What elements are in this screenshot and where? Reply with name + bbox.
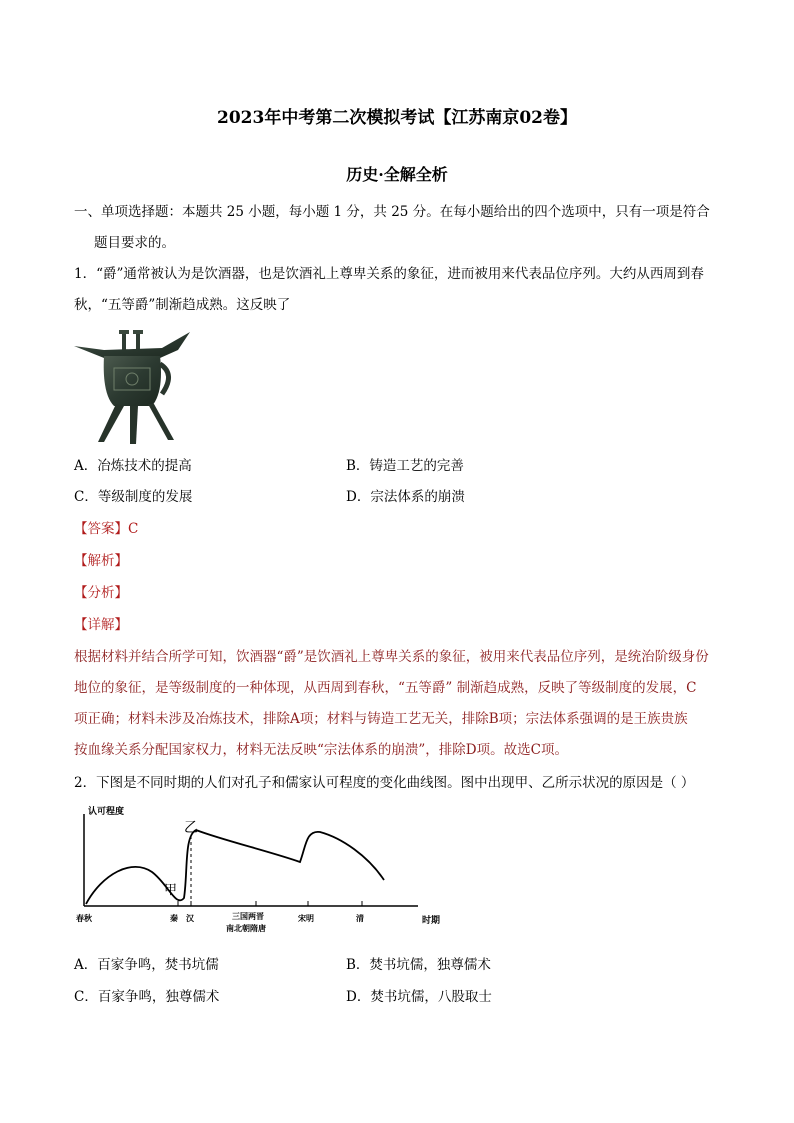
q1-option-d: D．宗法体系的崩溃: [346, 489, 465, 505]
q1-detail-line1: 根据材料并结合所学可知，饮酒器“爵”是饮酒礼上尊卑关系的象征，被用来代表品位序列，是统治阶级身份: [74, 649, 709, 665]
tick-sanguo: 三国两晋: [232, 912, 264, 921]
q1-stem-line1: 1．“爵”通常被认为是饮酒器，也是饮酒礼上尊卑关系的象征，进而被用来代表品位序列。大约从西周到春: [74, 266, 704, 282]
bronze-jue-image: [74, 328, 192, 450]
section-instruction: 一、单项选择题：本题共 25 小题，每小题 1 分，共 25 分。在每小题给出的四个选项中，只有一项是符合: [74, 204, 710, 220]
q2-option-b: B．焚书坑儒，独尊儒术: [346, 957, 491, 973]
tick-qing: 清: [356, 914, 364, 923]
section-instruction-cont: 题目要求的。: [94, 235, 175, 251]
q2-stem: 2．下图是不同时期的人们对孔子和儒家认可程度的变化曲线图。图中出现甲、乙所示状况的原因是（ ）: [74, 775, 695, 791]
q1-option-c: C．等级制度的发展: [74, 489, 193, 505]
q1-answer: 【答案】C: [74, 521, 139, 537]
tick-chunqiu: 春秋: [76, 914, 92, 923]
q1-stem-line2: 秋，“五等爵”制渐趋成熟。这反映了: [74, 297, 291, 313]
q1-option-b: B．铸造工艺的完善: [346, 458, 464, 474]
tick-songming: 宋明: [298, 914, 314, 923]
recognition-curve: [86, 830, 384, 904]
mark-yi: 乙: [184, 820, 198, 836]
q1-detail-line3: 项正确；材料未涉及冶炼技术，排除A项；材料与铸造工艺无关，排除B项；宗法体系强调的是王族贵族: [74, 711, 688, 727]
tick-nanbeichao: 南北朝隋唐: [226, 924, 266, 933]
page-subtitle: 历史·全解全析: [346, 165, 448, 184]
q1-jiexi-label: 【解析】: [74, 553, 128, 569]
page-title: 2023年中考第二次模拟考试【江苏南京02卷】: [217, 108, 577, 128]
q2-option-c: C．百家争鸣，独尊儒术: [74, 989, 220, 1005]
q2-option-d: D．焚书坑儒，八股取士: [346, 989, 492, 1005]
q1-option-a: A．冶炼技术的提高: [74, 458, 192, 474]
q2-recognition-chart: [72, 802, 442, 946]
chart-svg: [72, 802, 442, 942]
mark-jia: 甲: [164, 883, 178, 898]
tick-qin: 秦: [170, 914, 178, 923]
q1-detail-line4: 按血缘关系分配国家权力，材料无法反映“宗法体系的崩溃”，排除D项。故选C项。: [74, 742, 568, 758]
q1-fenxi-label: 【分析】: [74, 585, 128, 601]
x-axis-label: 时期: [422, 916, 441, 926]
tick-han: 汉: [186, 914, 194, 923]
q1-detail-line2: 地位的象征，是等级制度的一种体现，从西周到春秋，“五等爵” 制渐趋成熟，反映了等级制度的发展，C: [74, 680, 697, 696]
q1-xiangjie-label: 【详解】: [74, 617, 128, 633]
q2-option-a: A．百家争鸣，焚书坑儒: [74, 957, 219, 973]
y-axis-label: 认可程度: [88, 807, 125, 817]
